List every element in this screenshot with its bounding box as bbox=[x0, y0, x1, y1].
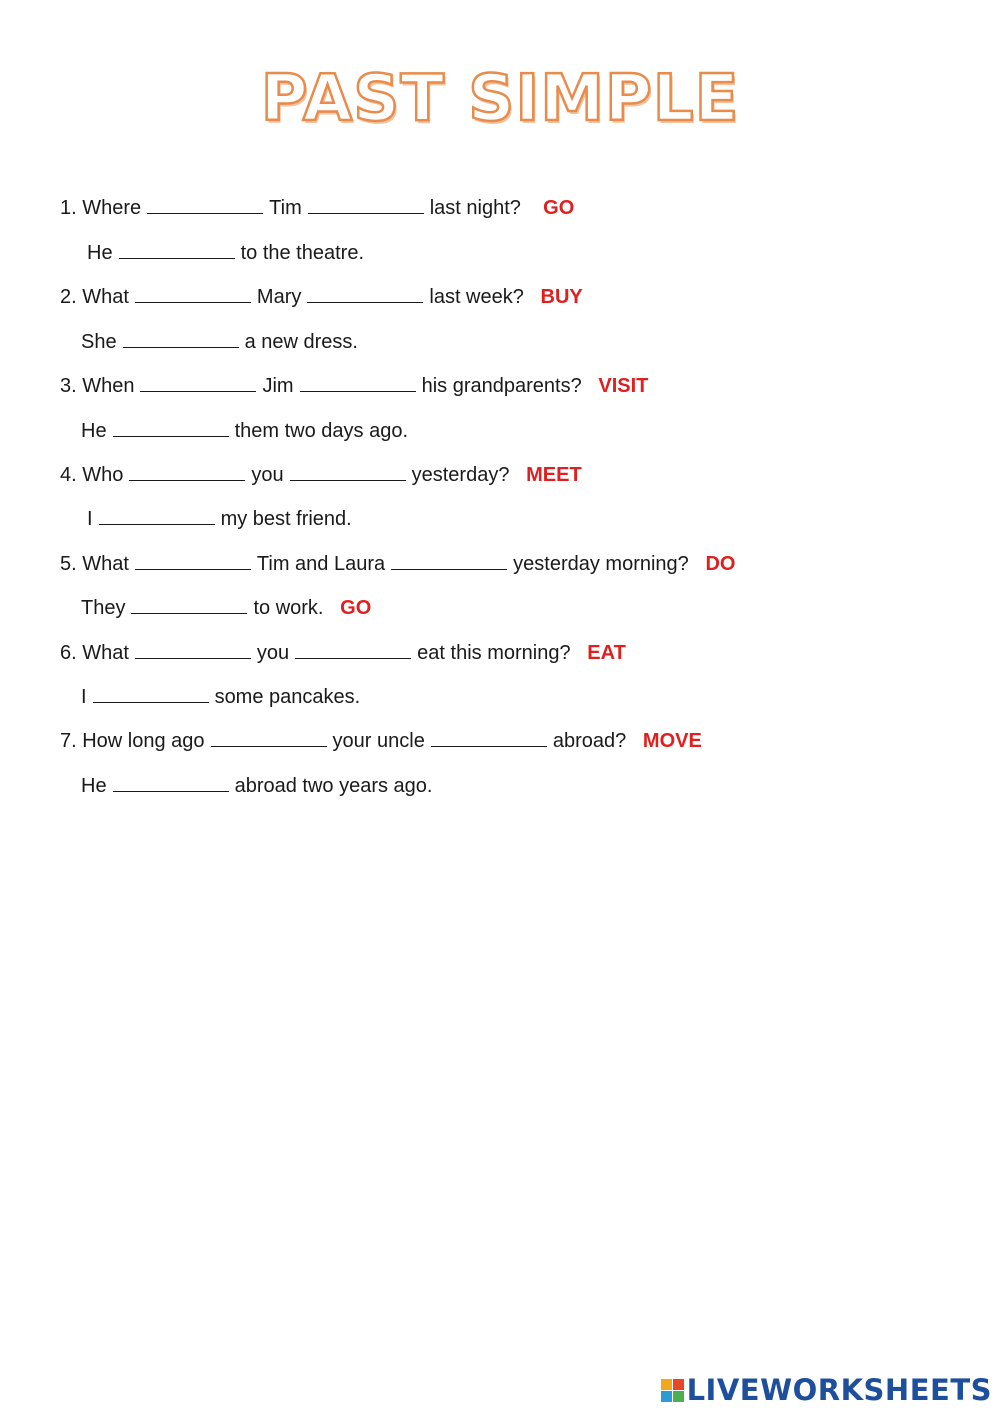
answer-blank[interactable] bbox=[290, 463, 406, 481]
exercise-line-3 bbox=[60, 261, 583, 309]
answer-blank[interactable] bbox=[147, 196, 263, 214]
answer-blank[interactable] bbox=[113, 774, 229, 792]
answer-blank[interactable] bbox=[135, 552, 251, 570]
exercise-line-10 bbox=[81, 572, 371, 620]
brand-name: LIVEWORKSHEETS bbox=[686, 1373, 992, 1407]
verb-hint: BUY bbox=[540, 286, 583, 308]
text-segment: to work. bbox=[253, 597, 324, 619]
exercise-line-1 bbox=[60, 172, 574, 220]
text-segment: my best friend. bbox=[220, 508, 352, 530]
text-segment: Tim bbox=[269, 197, 302, 219]
answer-blank[interactable] bbox=[391, 552, 507, 570]
text-segment: a new dress. bbox=[244, 331, 358, 353]
answer-blank[interactable] bbox=[431, 729, 547, 747]
verb-hint: MOVE bbox=[642, 730, 702, 752]
text-segment: He bbox=[87, 242, 113, 264]
answer-blank[interactable] bbox=[93, 685, 209, 703]
exercise-line-13 bbox=[60, 705, 702, 753]
answer-blank[interactable] bbox=[307, 285, 423, 303]
text-segment: you bbox=[256, 642, 290, 664]
exercise-line-9 bbox=[60, 528, 735, 576]
exercise-line-8 bbox=[87, 483, 352, 531]
text-segment: I bbox=[81, 686, 87, 708]
text-segment: 5. What bbox=[60, 553, 129, 575]
text-segment: your uncle bbox=[332, 730, 425, 752]
text-segment: abroad two years ago. bbox=[234, 775, 433, 797]
answer-blank[interactable] bbox=[211, 729, 327, 747]
text-segment: He bbox=[81, 775, 107, 797]
logo-square bbox=[661, 1391, 672, 1402]
text-segment: them two days ago. bbox=[234, 420, 409, 442]
answer-blank[interactable] bbox=[131, 596, 247, 614]
text-segment: last night? bbox=[429, 197, 521, 219]
answer-blank[interactable] bbox=[135, 285, 251, 303]
verb-hint: MEET bbox=[526, 464, 582, 486]
text-segment: Mary bbox=[256, 286, 302, 308]
answer-blank[interactable] bbox=[300, 374, 416, 392]
exercise-line-11 bbox=[60, 617, 626, 665]
text-segment: eat this morning? bbox=[417, 642, 571, 664]
text-segment: 1. Where bbox=[60, 197, 142, 219]
logo-square bbox=[673, 1379, 684, 1390]
exercise-line-7 bbox=[60, 439, 582, 487]
text-segment: abroad? bbox=[552, 730, 627, 752]
answer-blank[interactable] bbox=[119, 241, 235, 259]
worksheet-title: PAST SIMPLE bbox=[260, 62, 740, 136]
answer-blank[interactable] bbox=[140, 374, 256, 392]
text-segment: 2. What bbox=[60, 286, 129, 308]
text-segment: He bbox=[81, 420, 107, 442]
logo-square bbox=[661, 1379, 672, 1390]
text-segment: to the theatre. bbox=[240, 242, 364, 264]
text-segment: some pancakes. bbox=[214, 686, 361, 708]
text-segment: you bbox=[251, 464, 284, 486]
text-segment: his grandparents? bbox=[421, 375, 582, 397]
verb-hint: EAT bbox=[587, 642, 626, 664]
exercise-line-5 bbox=[60, 350, 648, 398]
verb-hint: GO bbox=[340, 597, 372, 619]
text-segment: Tim and Laura bbox=[256, 553, 386, 575]
text-segment: yesterday? bbox=[411, 464, 510, 486]
text-segment: yesterday morning? bbox=[513, 553, 689, 575]
verb-hint: DO bbox=[705, 553, 736, 575]
verb-hint: GO bbox=[543, 197, 575, 219]
verb-hint: VISIT bbox=[598, 375, 649, 397]
exercise-line-14 bbox=[81, 750, 432, 798]
text-segment: 7. How long ago bbox=[60, 730, 205, 752]
liveworksheets-logo[interactable] bbox=[661, 1373, 992, 1407]
exercise-line-2 bbox=[87, 217, 364, 265]
text-segment: 3. When bbox=[60, 375, 135, 397]
text-segment: They bbox=[81, 597, 126, 619]
answer-blank[interactable] bbox=[123, 330, 239, 348]
exercise-line-6 bbox=[81, 395, 408, 443]
answer-blank[interactable] bbox=[295, 641, 411, 659]
text-segment: Jim bbox=[262, 375, 294, 397]
exercise-line-12 bbox=[81, 661, 360, 709]
logo-square bbox=[673, 1391, 684, 1402]
exercise-line-4 bbox=[81, 306, 358, 354]
text-segment: last week? bbox=[429, 286, 524, 308]
text-segment: She bbox=[81, 331, 117, 353]
answer-blank[interactable] bbox=[308, 196, 424, 214]
answer-blank[interactable] bbox=[129, 463, 245, 481]
text-segment: 6. What bbox=[60, 642, 129, 664]
text-segment: I bbox=[87, 508, 93, 530]
answer-blank[interactable] bbox=[99, 507, 215, 525]
logo-squares-icon bbox=[661, 1379, 684, 1402]
answer-blank[interactable] bbox=[135, 641, 251, 659]
answer-blank[interactable] bbox=[113, 419, 229, 437]
text-segment: 4. Who bbox=[60, 464, 124, 486]
